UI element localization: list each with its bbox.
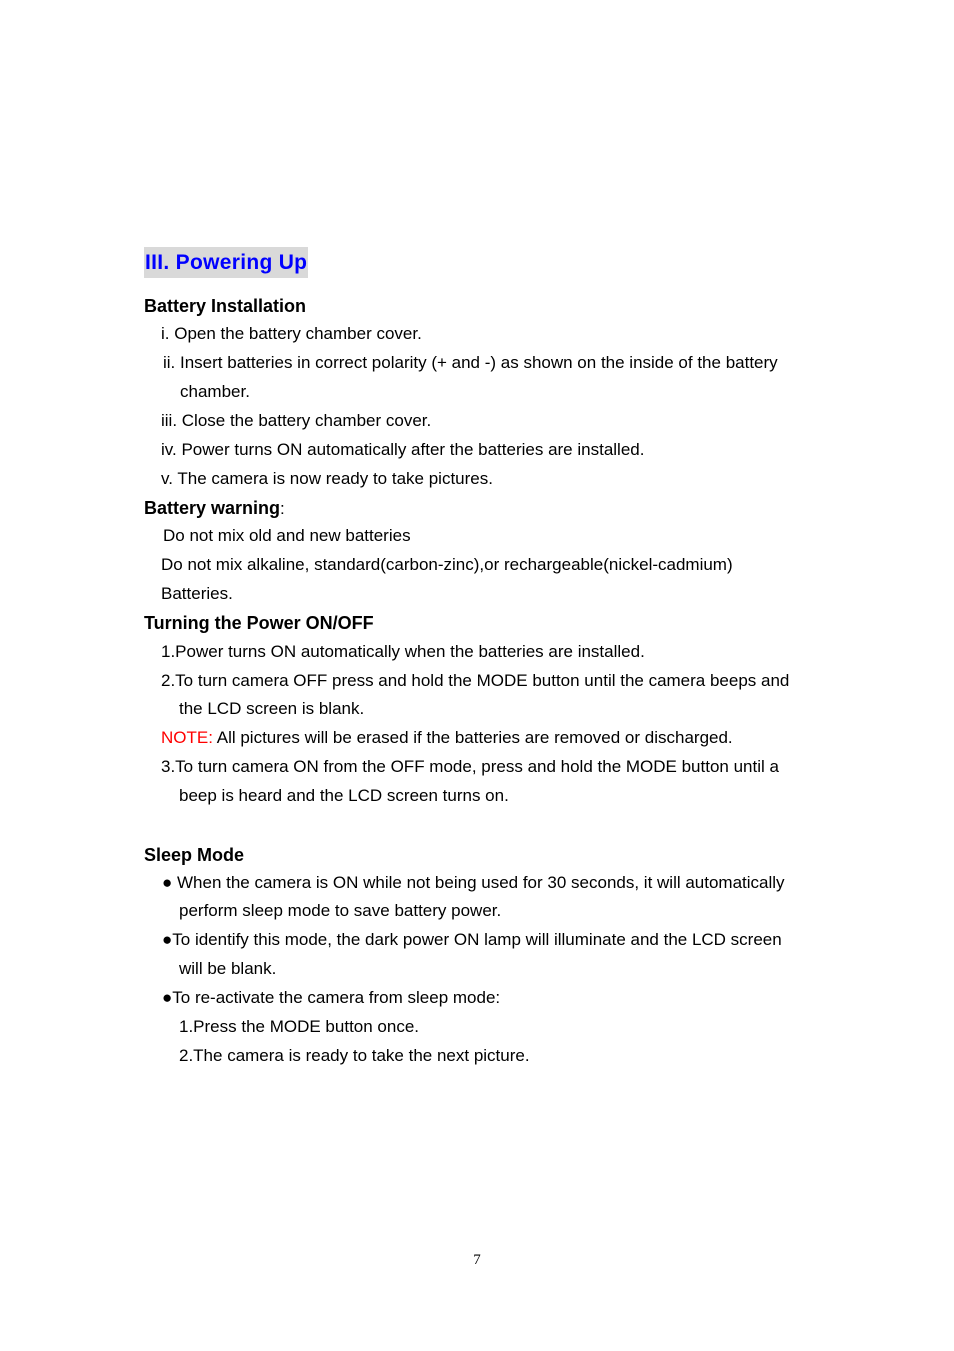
page-number: 7 xyxy=(473,1252,481,1268)
battery-step-2-cont: chamber. xyxy=(180,382,250,401)
sleep-bullet-3: ●To re-activate the camera from sleep mode: xyxy=(162,988,501,1007)
power-on-off-heading: Turning the Power ON/OFF xyxy=(144,613,374,633)
power-step-3-cont: beep is heard and the LCD screen turns on. xyxy=(179,786,509,805)
sleep-step-1: 1.Press the MODE button once. xyxy=(179,1017,420,1036)
sleep-bullet-1-cont: perform sleep mode to save battery power. xyxy=(179,901,502,920)
battery-step-3: iii. Close the battery chamber cover. xyxy=(161,411,432,430)
battery-step-2: ii. Insert batteries in correct polarity (+ and -) as shown on the inside of the battery xyxy=(163,353,778,372)
power-note xyxy=(161,726,733,750)
power-step-3: 3.To turn camera ON from the OFF mode, press and hold the MODE button until a xyxy=(161,757,779,776)
sleep-step-2: 2.The camera is ready to take the next picture. xyxy=(179,1046,530,1065)
battery-warning-heading: Battery warning xyxy=(144,498,281,518)
battery-step-1: i. Open the battery chamber cover. xyxy=(161,324,422,343)
warning-line-1: Do not mix old and new batteries xyxy=(163,526,411,545)
battery-warning-heading-row xyxy=(144,496,285,521)
sleep-mode-heading: Sleep Mode xyxy=(144,845,245,865)
power-step-2-cont: the LCD screen is blank. xyxy=(179,699,365,718)
section-title: III. Powering Up xyxy=(144,247,308,278)
battery-step-4: iv. Power turns ON automatically after the batteries are installed. xyxy=(161,440,645,459)
note-label: NOTE: xyxy=(161,728,213,747)
sleep-bullet-2-cont: will be blank. xyxy=(179,959,277,978)
warning-line-3: Batteries. xyxy=(161,584,233,603)
power-step-2: 2.To turn camera OFF press and hold the MODE button until the camera beeps and xyxy=(161,671,790,690)
battery-step-5: v. The camera is now ready to take pictures. xyxy=(161,469,493,488)
note-text: All pictures will be erased if the batteries are removed or discharged. xyxy=(212,728,733,747)
warning-line-2: Do not mix alkaline, standard(carbon-zinc),or rechargeable(nickel-cadmium) xyxy=(161,555,733,574)
sleep-bullet-2: ●To identify this mode, the dark power ON lamp will illuminate and the LCD screen xyxy=(162,930,782,949)
power-step-1: 1.Power turns ON automatically when the batteries are installed. xyxy=(161,642,645,661)
battery-installation-heading: Battery Installation xyxy=(144,296,307,316)
sleep-bullet-1: ● When the camera is ON while not being used for 30 seconds, it will automatically xyxy=(162,873,785,892)
battery-warning-colon: : xyxy=(280,499,285,518)
